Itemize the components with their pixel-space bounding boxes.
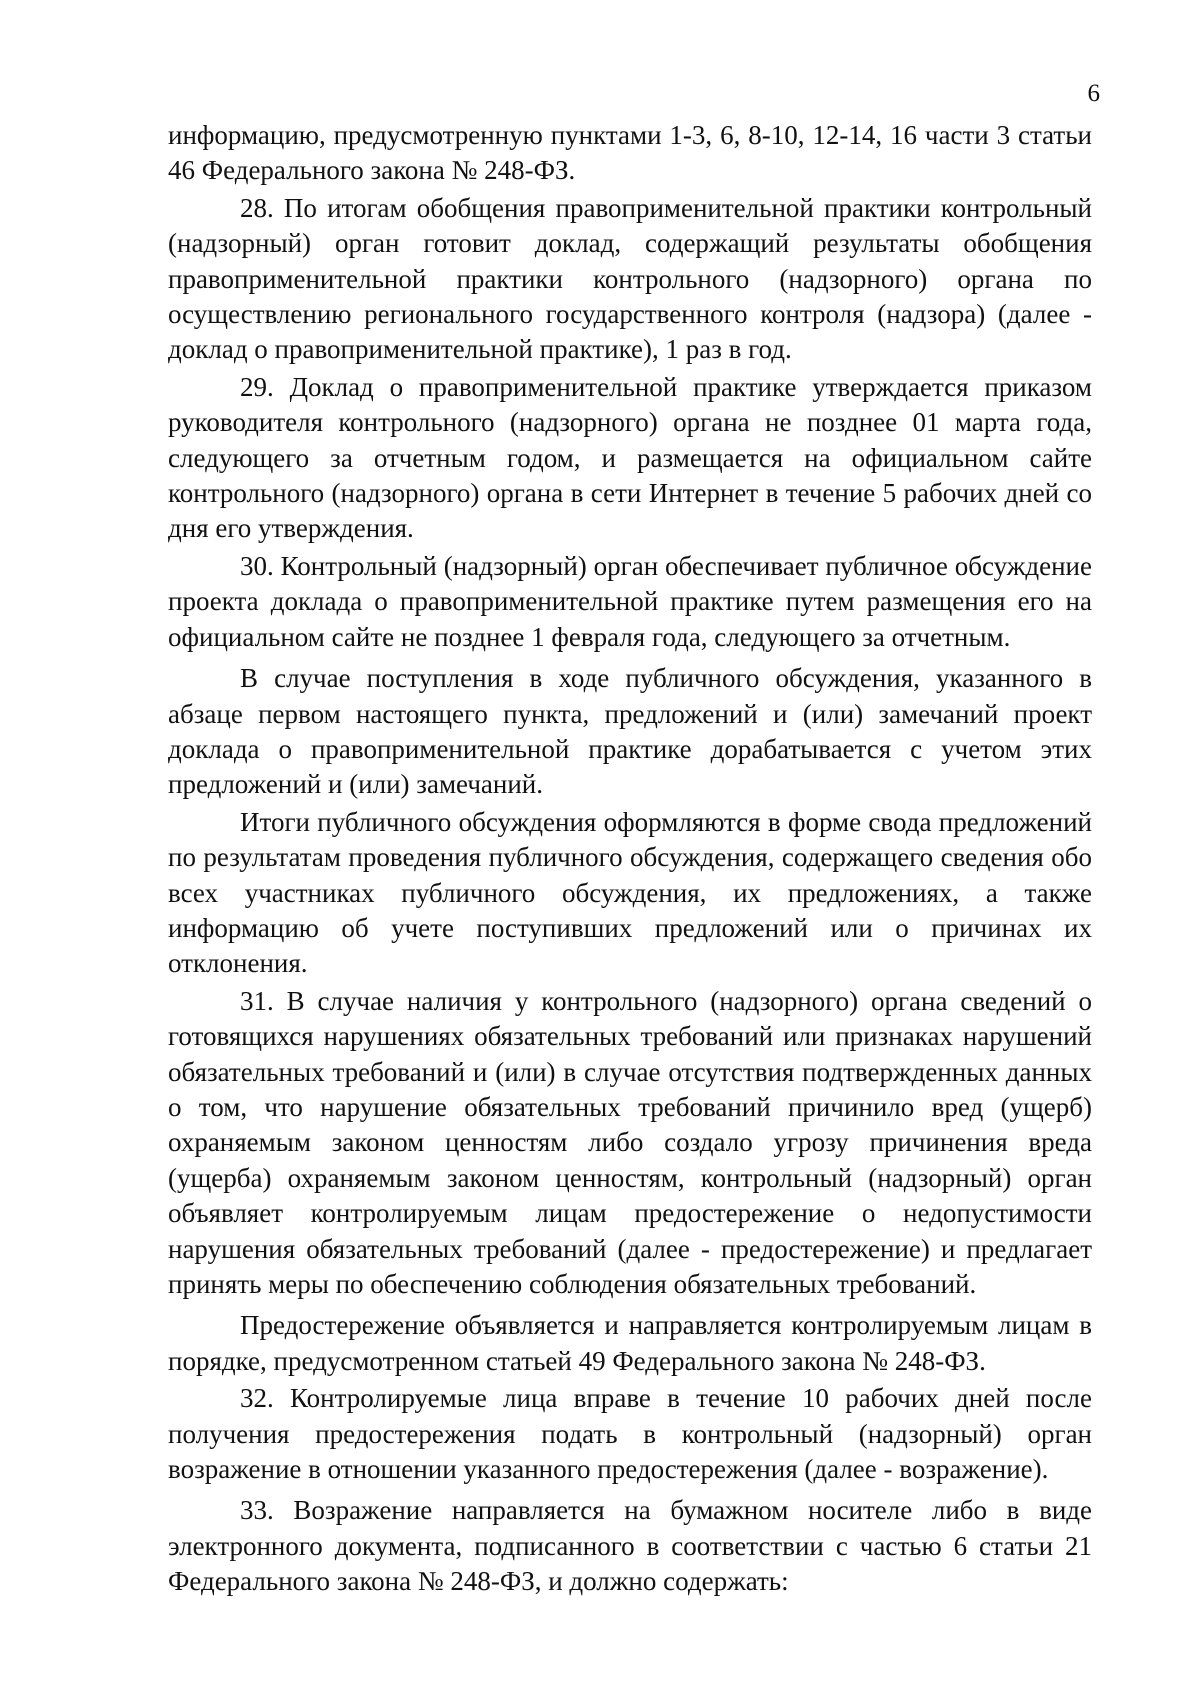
- paragraph-item-28: 28. По итогам обобщения правоприменительной практики контрольный (надзорный) орган готовит доклад, содержащий результаты обобщения правоприменительной практики контрольного (надзорного) органа по осуществлению регионального государственного контроля (надзора) (далее - доклад о правоприменительной практике), 1 раз в год.: [168, 192, 1092, 365]
- page-number: 6: [1087, 80, 1100, 107]
- paragraph-item-33: 33. Возражение направляется на бумажном носителе либо в виде электронного документа, подписанного в соответствии с частью 6 статьи 21 Федерального закона № 248-ФЗ, и должно содержать:: [168, 1495, 1092, 1597]
- paragraph-item-32: 32. Контролируемые лица вправе в течение 10 рабочих дней после получения предостережения подать в контрольный (надзорный) орган возражение в отношении указанного предостережения (далее - возражение).: [168, 1383, 1092, 1485]
- paragraph-item-30-part-2: В случае поступления в ходе публичного обсуждения, указанного в абзаце первом настоящего пункта, предложений и (или) замечаний проект доклада о правоприменительной практике дорабатывается с учетом этих предложений и (или) замечаний.: [168, 663, 1092, 800]
- document-body: [168, 118, 1092, 1602]
- paragraph-item-30: 30. Контрольный (надзорный) орган обеспечивает публичное обсуждение проекта доклада о правоприменительной практике путем размещения его на официальном сайте не позднее 1 февраля года, следующего за отчетным.: [168, 550, 1092, 652]
- paragraph-item-31-part-2: Предостережение объявляется и направляется контролируемым лицам в порядке, предусмотренном статьей 49 Федерального закона № 248-ФЗ.: [168, 1310, 1092, 1376]
- paragraph-continuation: информацию, предусмотренную пунктами 1-3, 6, 8-10, 12-14, 16 части 3 статьи 46 Федерального закона № 248-ФЗ.: [168, 120, 1092, 186]
- paragraph-item-29: 29. Доклад о правоприменительной практике утверждается приказом руководителя контрольного (надзорного) органа не позднее 01 марта года, следующего за отчетным годом, и размещается на официальном сайте контрольного (надзорного) органа в сети Интернет в течение 5 рабочих дней со дня его утверждения.: [168, 371, 1092, 544]
- paragraph-item-30-part-3: Итоги публичного обсуждения оформляются в форме свода предложений по результатам проведения публичного обсуждения, содержащего сведения обо всех участниках публичного обсуждения, их предложениях, а также информацию об учете поступивших предложений или о причинах их отклонения.: [168, 806, 1092, 979]
- paragraph-item-31: 31. В случае наличия у контрольного (надзорного) органа сведений о готовящихся нарушениях обязательных требований или признаках нарушений обязательных требований и (или) в случае отсутствия подтвержденных данных о том, что нарушение обязательных требований причинило вред (ущерб) охраняемым законом ценностям либо создало угрозу причинения вреда (ущерба) охраняемым законом ценностям, контрольный (надзорный) орган объявляет контролируемым лицам предостережение о недопустимости нарушения обязательных требований (далее - предостережение) и предлагает принять меры по обеспечению соблюдения обязательных требований.: [168, 985, 1092, 1299]
